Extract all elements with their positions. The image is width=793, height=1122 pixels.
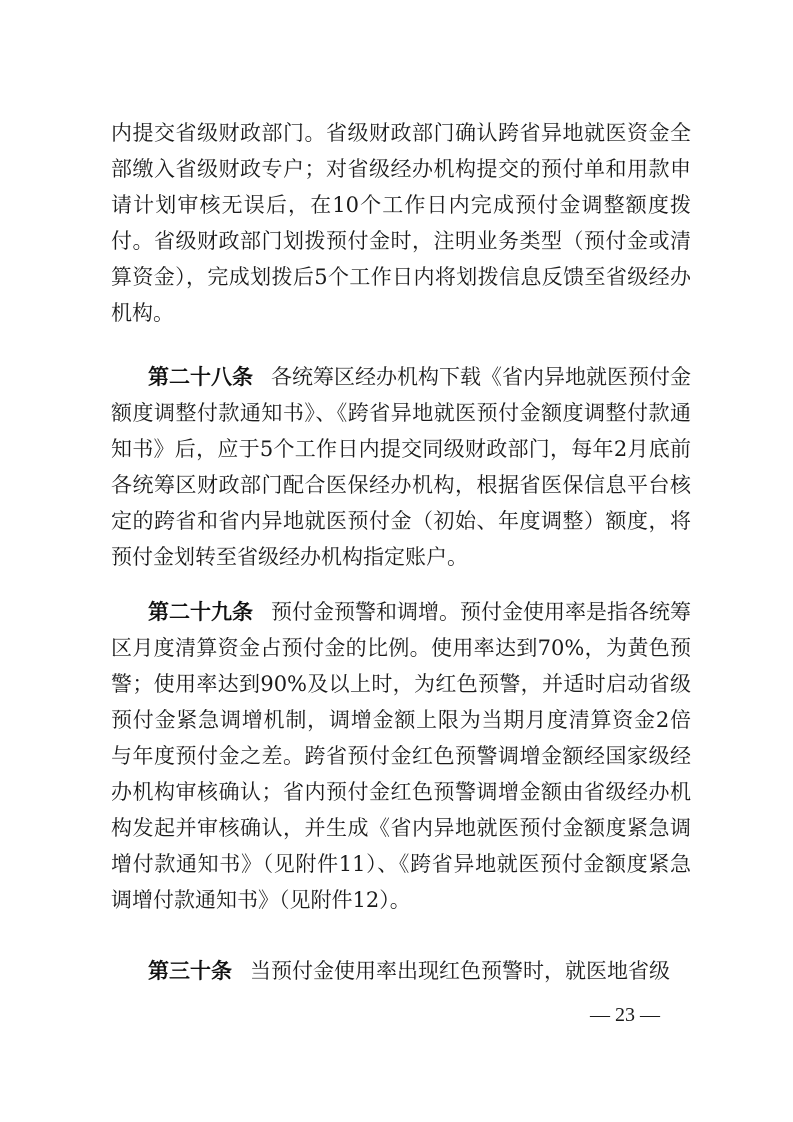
page-number: — 23 — xyxy=(590,1004,660,1026)
article-29 xyxy=(111,594,691,918)
paragraph-continuation xyxy=(111,115,691,331)
article-28-text: 各统筹区经办机构下载《省内异地就医预付金额度调整付款通知书》、《跨省异地就医预付金额度调整付款通知书》后，应于5个工作日内提交同级财政部门，每年2月底前各统筹区财政部门配合医保经办机构，根据省医保信息平台核定的跨省和省内异地就医预付金（初始、年度调整）额度，将预付金划转至省级经办机构指定账户。 xyxy=(111,365,691,569)
article-29-text: 预付金预警和调增。预付金使用率是指各统筹区月度清算资金占预付金的比例。使用率达到70%，为黄色预警；使用率达到90%及以上时，为红色预警，并适时启动省级预付金紧急调增机制，调增金额上限为当期月度清算资金2倍与年度预付金之差。跨省预付金红色预警调增金额经国家级经办机构审核确认；省内预付金红色预警调增金额由省级经办机构发起并审核确认，并生成《省内异地就医预付金额度紧急调增付款通知书》（见附件11）、《跨省异地就医预付金额度紧急调增付款通知书》（见附件12）。 xyxy=(111,600,691,912)
article-28-label: 第二十八条 xyxy=(148,365,253,389)
paragraph-text: 内提交省级财政部门。省级财政部门确认跨省异地就医资金全部缴入省级财政专户；对省级经办机构提交的预付单和用款申请计划审核无误后，在10个工作日内完成预付金调整额度拨付。省级财政部门划拨预付金时，注明业务类型（预付金或清算资金），完成划拨后5个工作日内将划拨信息反馈至省级经办机构。 xyxy=(111,121,691,325)
article-29-label: 第二十九条 xyxy=(148,600,253,624)
article-30-text: 当预付金使用率出现红色预警时，就医地省级 xyxy=(250,959,670,983)
article-30 xyxy=(111,953,691,989)
article-28 xyxy=(111,359,691,575)
article-30-label: 第三十条 xyxy=(148,959,232,983)
